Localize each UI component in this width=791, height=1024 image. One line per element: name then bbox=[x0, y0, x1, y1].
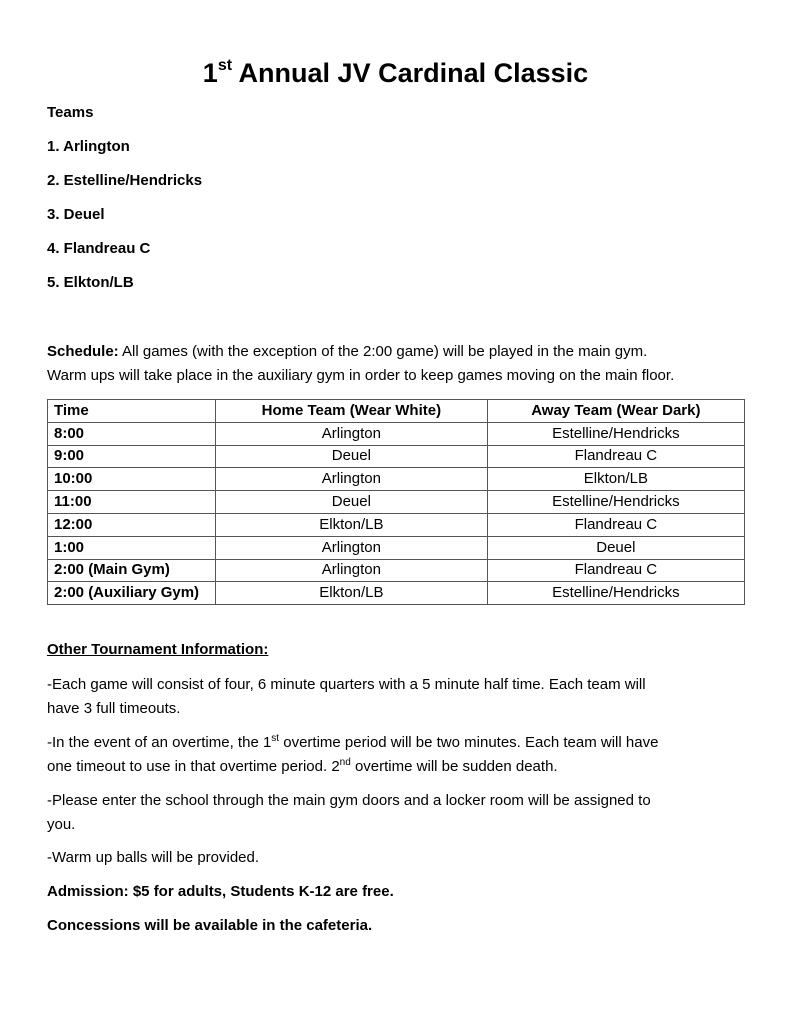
info-heading: Other Tournament Information: bbox=[47, 641, 269, 658]
cell-time: 11:00 bbox=[48, 491, 216, 514]
table-row bbox=[48, 422, 745, 445]
cell-time: 2:00 (Auxiliary Gym) bbox=[48, 582, 216, 605]
cell-time: 8:00 bbox=[48, 422, 216, 445]
table-row bbox=[48, 582, 745, 605]
schedule-text: All games (with the exception of the 2:00 game) will be played in the main gym. bbox=[118, 343, 648, 360]
info-paragraph-3-line-2: you. bbox=[47, 816, 76, 833]
schedule-paragraph-line-1 bbox=[47, 342, 647, 362]
teams-heading: Teams bbox=[47, 104, 94, 121]
schedule-label: Schedule: bbox=[47, 343, 119, 360]
info-paragraph-1-line-2: have 3 full timeouts. bbox=[47, 700, 181, 717]
table-row bbox=[48, 468, 745, 491]
column-header-home: Home Team (Wear White) bbox=[216, 400, 488, 423]
table-row bbox=[48, 445, 745, 468]
page-title bbox=[0, 50, 791, 91]
team-item: 3. Deuel bbox=[47, 206, 105, 223]
overtime-text-b: overtime period will be two minutes. Each team will have bbox=[279, 734, 659, 751]
cell-away: Flandreau C bbox=[487, 559, 744, 582]
title-superscript: st bbox=[217, 57, 233, 74]
cell-away: Flandreau C bbox=[487, 513, 744, 536]
table-row bbox=[48, 513, 745, 536]
info-paragraph-2-line-2 bbox=[47, 757, 558, 777]
info-paragraph-3-line-1: -Please enter the school through the main gym doors and a locker room will be assigned to bbox=[47, 792, 651, 809]
schedule-paragraph-line-2: Warm ups will take place in the auxiliary gym in order to keep games moving on the main floor. bbox=[47, 367, 675, 384]
table-row bbox=[48, 536, 745, 559]
cell-home: Arlington bbox=[216, 536, 488, 559]
column-header-away: Away Team (Wear Dark) bbox=[487, 400, 744, 423]
cell-home: Arlington bbox=[216, 559, 488, 582]
concessions-note: Concessions will be available in the cafeteria. bbox=[47, 917, 373, 934]
column-header-time: Time bbox=[48, 400, 216, 423]
cell-home: Elkton/LB bbox=[216, 582, 488, 605]
cell-time: 12:00 bbox=[48, 513, 216, 536]
cell-home: Deuel bbox=[216, 491, 488, 514]
cell-home: Arlington bbox=[216, 468, 488, 491]
title-text: Annual JV Cardinal Classic bbox=[232, 58, 589, 88]
info-paragraph-2-line-1 bbox=[47, 733, 658, 753]
ordinal-superscript: nd bbox=[339, 757, 351, 768]
cell-time: 1:00 bbox=[48, 536, 216, 559]
admission-note: Admission: $5 for adults, Students K-12 are free. bbox=[47, 883, 394, 900]
schedule-table bbox=[47, 399, 745, 605]
team-item: 4. Flandreau C bbox=[47, 240, 151, 257]
cell-home: Elkton/LB bbox=[216, 513, 488, 536]
cell-away: Elkton/LB bbox=[487, 468, 744, 491]
team-item: 1. Arlington bbox=[47, 138, 130, 155]
cell-home: Deuel bbox=[216, 445, 488, 468]
info-paragraph-4: -Warm up balls will be provided. bbox=[47, 849, 260, 866]
overtime-text-d: overtime will be sudden death. bbox=[350, 758, 558, 775]
info-paragraph-1-line-1: -Each game will consist of four, 6 minute quarters with a 5 minute half time. Each team will bbox=[47, 676, 646, 693]
cell-time: 9:00 bbox=[48, 445, 216, 468]
cell-time: 10:00 bbox=[48, 468, 216, 491]
title-prefix: 1 bbox=[202, 58, 218, 88]
cell-time: 2:00 (Main Gym) bbox=[48, 559, 216, 582]
cell-away: Deuel bbox=[487, 536, 744, 559]
cell-away: Estelline/Hendricks bbox=[487, 422, 744, 445]
table-row bbox=[48, 559, 745, 582]
table-row bbox=[48, 491, 745, 514]
cell-away: Flandreau C bbox=[487, 445, 744, 468]
cell-away: Estelline/Hendricks bbox=[487, 582, 744, 605]
table-header-row bbox=[48, 400, 745, 423]
overtime-text-c: one timeout to use in that overtime period. 2 bbox=[47, 758, 340, 775]
ordinal-superscript: st bbox=[271, 733, 280, 744]
team-item: 2. Estelline/Hendricks bbox=[47, 172, 203, 189]
overtime-text-a: -In the event of an overtime, the 1 bbox=[47, 734, 272, 751]
cell-away: Estelline/Hendricks bbox=[487, 491, 744, 514]
team-item: 5. Elkton/LB bbox=[47, 274, 134, 291]
cell-home: Arlington bbox=[216, 422, 488, 445]
